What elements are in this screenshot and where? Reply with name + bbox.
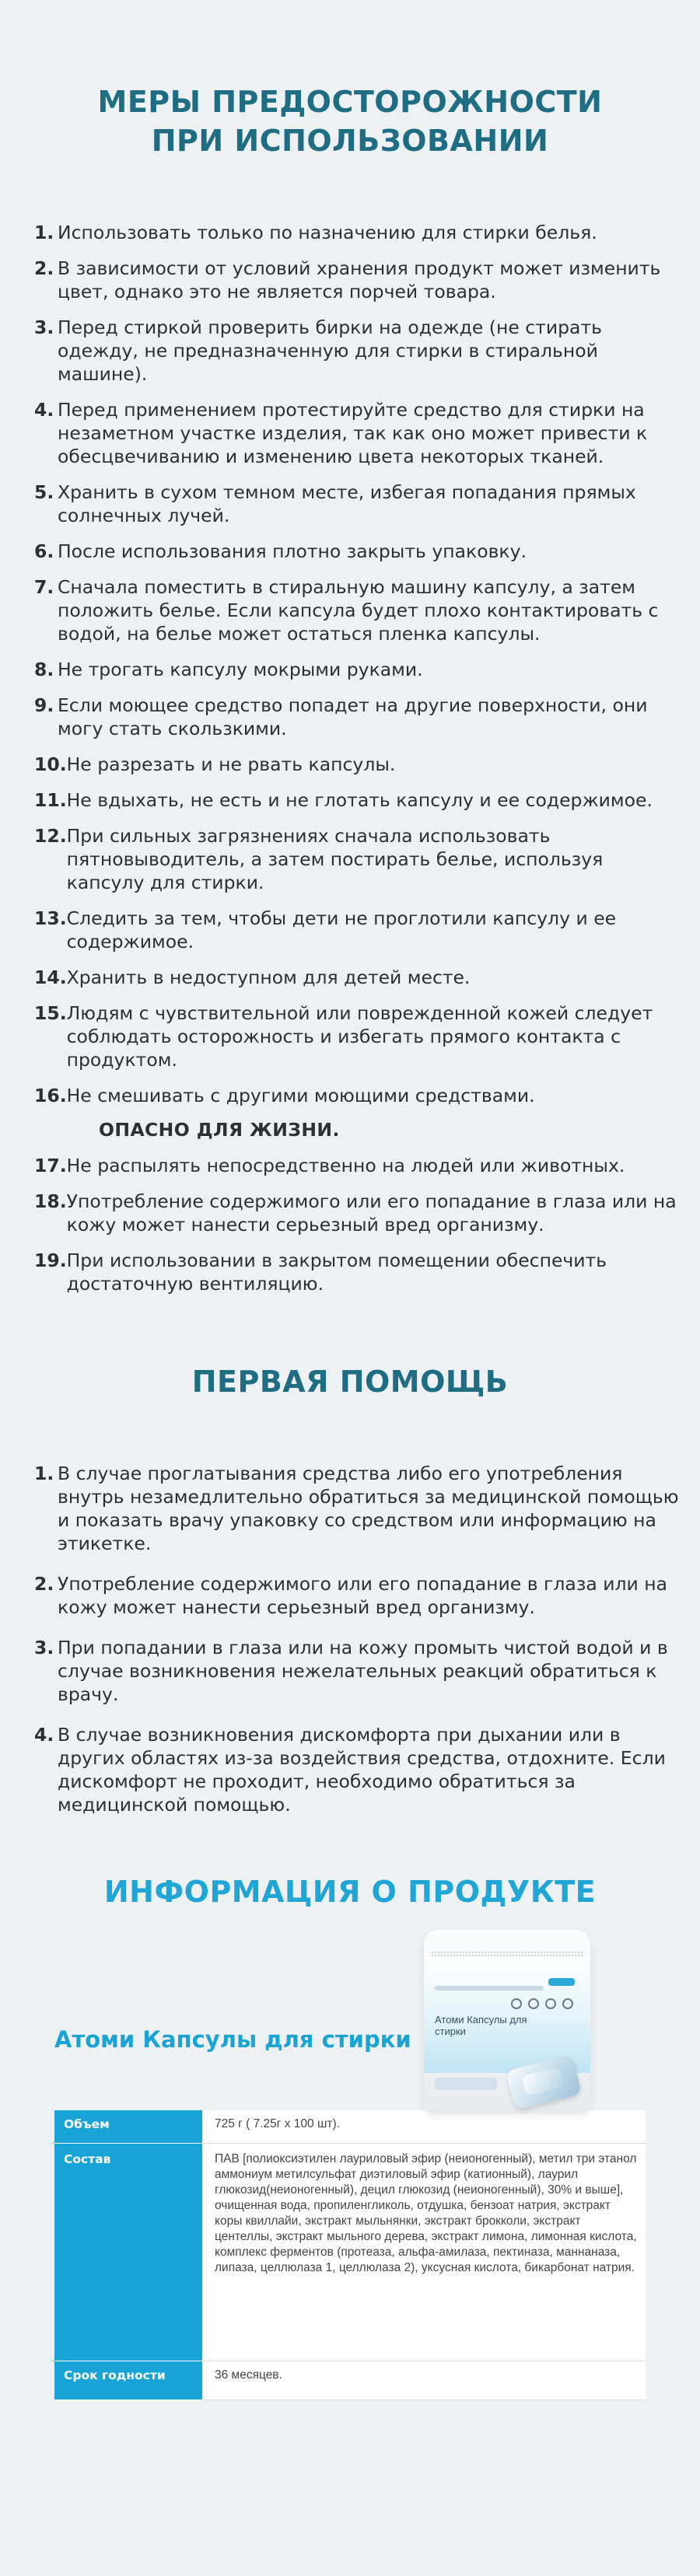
item-number: 13. (34, 907, 67, 929)
list-item (34, 1190, 680, 1236)
product-name: Атоми Капсулы для стирки (54, 2026, 411, 2053)
item-number: 7. (34, 576, 54, 598)
product-info-title: ИНФОРМАЦИЯ О ПРОДУКТЕ (103, 1875, 597, 1909)
item-text: Не вдыхать, не есть и не глотать капсулу и ее содержимое. (66, 789, 653, 811)
list-item (34, 1001, 680, 1071)
list-item (34, 753, 680, 776)
package-stripe (435, 1986, 544, 1991)
item-number: 3. (34, 316, 54, 338)
list-item (34, 540, 680, 563)
item-text: В зависимости от условий хранения продукт может изменить цвет, однако это не является порчей товара. (58, 257, 661, 302)
item-number: 19. (34, 1250, 67, 1271)
list-item (34, 1084, 680, 1107)
table-row (54, 2143, 646, 2361)
product-spec-table (54, 2110, 646, 2400)
care-symbol-icon (562, 1998, 573, 2009)
item-number: 12. (34, 825, 67, 847)
care-symbol-icon (545, 1998, 556, 2009)
item-text: В случае проглатывания средства либо его употребления внутрь незамедлительно обратиться за медицинской помощью и показать врачу упаковку со средством или информацию на этикетке. (58, 1463, 679, 1554)
package-icons-strip (435, 2078, 497, 2090)
item-number: 6. (34, 540, 54, 562)
item-text: Людям с чувствительной или поврежденной кожей следует соблюдать осторожность и избегать прямого контакта с продуктом. (66, 1002, 653, 1071)
list-item (34, 221, 680, 244)
precautions-title: МЕРЫ ПРЕДОСТОРОЖНОСТИ ПРИ ИСПОЛЬЗОВАНИИ (97, 85, 603, 158)
spec-value: 725 г ( 7.25г х 100 шт). (202, 2110, 646, 2143)
item-text: Употребление содержимого или его попадание в глаза или на кожу может нанести серьезный вред организму. (58, 1573, 667, 1618)
item-number: 16. (34, 1085, 67, 1106)
spec-key: Срок годности (54, 2361, 202, 2399)
item-number: 15. (34, 1002, 67, 1024)
item-number: 8. (34, 659, 54, 680)
list-item (34, 658, 680, 681)
item-number: 18. (34, 1190, 67, 1212)
item-text: Хранить в сухом темном месте, избегая попадания прямых солнечных лучей. (58, 481, 636, 526)
item-number: 14. (34, 966, 67, 988)
list-item (34, 694, 680, 740)
item-number: 5. (34, 481, 54, 503)
item-text: Перед применением протестируйте средство для стирки на незаметном участке изделия, так как оно может привести к обесцвечиванию и изменению цвета некоторых тканей. (58, 399, 648, 467)
item-number: 1. (34, 1463, 54, 1484)
item-text: Не трогать капсулу мокрыми руками. (58, 659, 423, 680)
list-item (34, 316, 680, 386)
table-row (54, 2361, 646, 2399)
spec-value: 36 месяцев. (202, 2361, 646, 2399)
list-item (34, 824, 680, 894)
danger-warning: ОПАСНО ДЛЯ ЖИЗНИ. (99, 1119, 340, 1141)
product-header (0, 1911, 700, 2110)
item-number: 11. (34, 789, 67, 811)
list-item (34, 966, 680, 989)
product-package-image (424, 1930, 590, 2113)
list-item (34, 788, 680, 812)
list-item (34, 257, 680, 303)
care-symbol-icon (528, 1998, 539, 2009)
spec-key: Состав (54, 2143, 202, 2361)
precautions-list (0, 160, 700, 1295)
list-item (34, 1462, 680, 1555)
item-text: Перед стиркой проверить бирки на одежде (не стирать одежду, не предназначенную для стирки в стиральной машине). (58, 316, 602, 385)
list-item (34, 1572, 680, 1619)
item-number: 2. (34, 257, 54, 279)
item-text: Хранить в недоступном для детей месте. (66, 966, 471, 988)
item-text: Не смешивать с другими моющими средствами. (66, 1085, 535, 1106)
item-number: 4. (34, 399, 54, 421)
item-text: Употребление содержимого или его попадание в глаза или на кожу может нанести серьезный вред организму. (66, 1190, 677, 1236)
item-text: При сильных загрязнениях сначала использовать пятновыводитель, а затем постирать белье, используя капсулу для стирки. (66, 825, 604, 893)
list-item (34, 575, 680, 645)
item-text: При использовании в закрытом помещении обеспечить достаточную вентиляцию. (66, 1250, 607, 1295)
list-item (34, 1723, 680, 1816)
item-text: При попадании в глаза или на кожу промыть чистой водой и в случае возникновения нежелательных реакций обратиться к врачу. (58, 1637, 668, 1705)
item-number: 2. (34, 1573, 54, 1595)
item-number: 10. (34, 753, 67, 775)
item-number: 1. (34, 222, 54, 243)
package-title: Атоми Капсулы для стирки (435, 2014, 527, 2037)
item-text: В случае возникновения дискомфорта при дыхании или в других областях из-за воздействия средства, отдохните. Если дискомфорт не проходит, необходимо обратиться за медицинской помощью. (58, 1724, 666, 1816)
list-item (34, 481, 680, 527)
first-aid-title: ПЕРВАЯ ПОМОЩЬ (191, 1365, 509, 1399)
list-item (34, 907, 680, 953)
item-text: Не распылять непосредственно на людей или животных. (66, 1155, 625, 1176)
list-item (34, 1249, 680, 1295)
spec-key: Объем (54, 2110, 202, 2143)
list-item (34, 1636, 680, 1706)
item-text: Не разрезать и не рвать капсулы. (66, 753, 396, 775)
first-aid-list (0, 1401, 700, 1816)
item-number: 17. (34, 1155, 67, 1176)
item-number: 3. (34, 1637, 54, 1658)
item-text: Если моющее средство попадет на другие поверхности, они могу стать скользкими. (58, 694, 648, 739)
item-number: 4. (34, 1724, 54, 1746)
brand-logo-icon (548, 1978, 575, 1986)
list-item (34, 398, 680, 468)
item-text: После использования плотно закрыть упаковку. (58, 540, 527, 562)
item-text: Следить за тем, чтобы дети не проглотили капсулу и ее содержимое. (66, 907, 617, 952)
item-text: Сначала поместить в стиральную машину капсулу, а затем положить белье. Если капсула будет плохо контактировать с водой, на белье может остаться пленка капсулы. (58, 576, 659, 645)
list-item (34, 1154, 680, 1177)
care-symbol-icon (511, 1998, 522, 2009)
item-text: Использовать только по назначению для стирки белья. (58, 222, 597, 243)
spec-value: ПАВ [полиоксиэтилен лауриловый эфир (неионогенный), метил три этанол аммониум метилсульфат диэтиловый эфир (катионный), лаурил глюкозид(неионогенный), децил глюкозид (неионогенный), 30% и выше], очищенная вода, пропиленгликоль, отдушка, бензоат натрия, экстракт коры квиллайи, экстракт мыльнянки, экстракт брокколи, экстракт центеллы, экстракт мыльного дерева, экстракт лимона, лимонная кислота, комплекс ферментов (протеаза, альфа-амилаза, пектиназа, маннаназа, липаза, целлюлаза 1, целлюлаза 2), уксусная кислота, бикарбонат натрия. (202, 2143, 646, 2361)
item-number: 9. (34, 694, 54, 716)
table-row (54, 2110, 646, 2143)
